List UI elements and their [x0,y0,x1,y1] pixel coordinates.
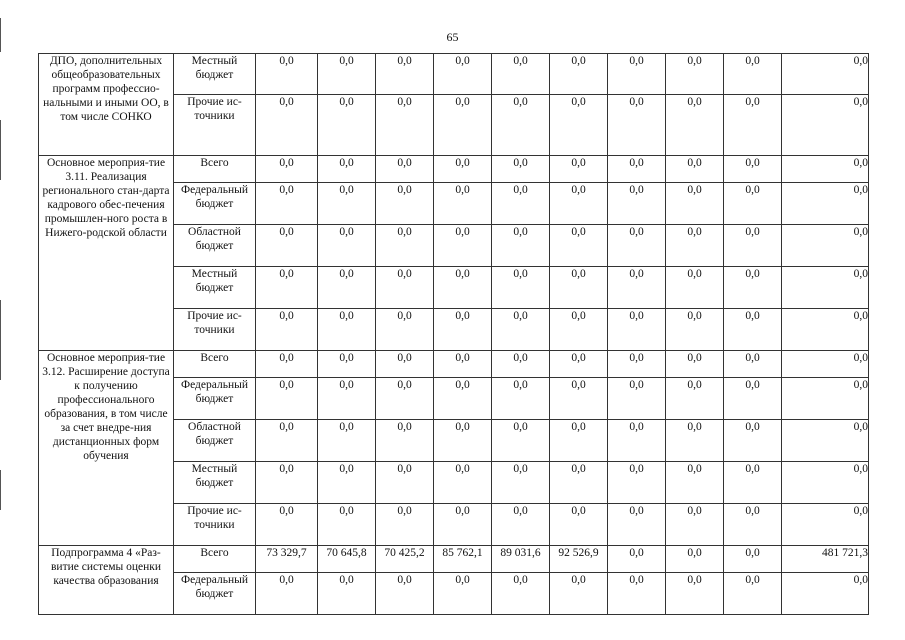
total-value-cell: 0,0 [782,309,869,351]
value-cell: 0,0 [608,267,666,309]
value-cell: 0,0 [550,378,608,420]
value-cell: 0,0 [724,420,782,462]
value-cell: 0,0 [608,156,666,183]
table-row [39,351,869,378]
value-cell: 92 526,9 [550,546,608,573]
value-cell: 0,0 [434,351,492,378]
value-cell: 0,0 [376,267,434,309]
table-row [39,156,869,183]
value-cell: 0,0 [550,462,608,504]
scan-edge-mark [0,300,1,380]
funding-source: Прочие ис-точники [174,504,256,546]
value-cell: 0,0 [256,573,318,615]
value-cell: 0,0 [666,309,724,351]
value-cell: 0,0 [724,183,782,225]
value-cell: 0,0 [318,95,376,156]
value-cell: 0,0 [256,183,318,225]
value-cell: 0,0 [666,504,724,546]
value-cell: 0,0 [550,420,608,462]
table-row [39,546,869,573]
value-cell: 0,0 [434,378,492,420]
value-cell: 0,0 [666,54,724,95]
funding-source: Местный бюджет [174,54,256,95]
value-cell: 0,0 [550,54,608,95]
value-cell: 0,0 [256,54,318,95]
value-cell: 0,0 [256,420,318,462]
value-cell: 0,0 [318,309,376,351]
funding-source: Федеральный бюджет [174,183,256,225]
value-cell: 0,0 [492,573,550,615]
total-value-cell: 0,0 [782,462,869,504]
value-cell: 0,0 [724,351,782,378]
value-cell: 0,0 [724,504,782,546]
scan-edge-mark [0,470,1,510]
value-cell: 0,0 [724,95,782,156]
value-cell: 0,0 [434,225,492,267]
value-cell: 0,0 [376,54,434,95]
value-cell: 0,0 [550,225,608,267]
value-cell: 0,0 [318,351,376,378]
value-cell: 0,0 [318,225,376,267]
value-cell: 0,0 [376,156,434,183]
total-value-cell: 0,0 [782,504,869,546]
value-cell: 0,0 [724,225,782,267]
funding-source: Федеральный бюджет [174,378,256,420]
value-cell: 0,0 [550,183,608,225]
value-cell: 0,0 [550,267,608,309]
activity-description: Основное мероприя-тие 3.11. Реализация регионального стан-дарта кадрового обес-печения промышлен-ного роста в Нижего-родской области [39,156,174,351]
value-cell: 0,0 [608,504,666,546]
value-cell: 0,0 [318,504,376,546]
value-cell: 0,0 [434,462,492,504]
value-cell: 0,0 [256,267,318,309]
value-cell: 0,0 [376,378,434,420]
value-cell: 0,0 [666,225,724,267]
value-cell: 0,0 [318,420,376,462]
value-cell: 0,0 [666,420,724,462]
value-cell: 0,0 [666,378,724,420]
funding-source: Федеральный бюджет [174,573,256,615]
value-cell: 0,0 [492,54,550,95]
value-cell: 0,0 [434,54,492,95]
value-cell: 0,0 [666,156,724,183]
value-cell: 0,0 [608,573,666,615]
value-cell: 0,0 [608,378,666,420]
value-cell: 0,0 [318,573,376,615]
value-cell: 0,0 [318,267,376,309]
value-cell: 70 645,8 [318,546,376,573]
value-cell: 0,0 [724,573,782,615]
value-cell: 0,0 [724,267,782,309]
value-cell: 0,0 [666,573,724,615]
value-cell: 0,0 [666,183,724,225]
value-cell: 0,0 [492,225,550,267]
value-cell: 0,0 [376,351,434,378]
total-value-cell: 0,0 [782,378,869,420]
total-value-cell: 0,0 [782,420,869,462]
funding-source: Местный бюджет [174,267,256,309]
value-cell: 0,0 [608,225,666,267]
value-cell: 0,0 [376,95,434,156]
value-cell: 0,0 [608,351,666,378]
page-number: 65 [446,30,459,44]
total-value-cell: 0,0 [782,183,869,225]
value-cell: 0,0 [724,462,782,504]
value-cell: 0,0 [434,156,492,183]
total-value-cell: 0,0 [782,95,869,156]
value-cell: 0,0 [550,95,608,156]
value-cell: 0,0 [666,351,724,378]
value-cell: 0,0 [492,420,550,462]
value-cell: 0,0 [256,95,318,156]
total-value-cell: 0,0 [782,156,869,183]
funding-source: Прочие ис-точники [174,95,256,156]
value-cell: 0,0 [318,462,376,504]
value-cell: 0,0 [376,183,434,225]
total-value-cell: 0,0 [782,351,869,378]
funding-source: Областной бюджет [174,225,256,267]
value-cell: 0,0 [492,267,550,309]
table-body [39,54,869,615]
value-cell: 0,0 [666,267,724,309]
value-cell: 0,0 [550,156,608,183]
funding-source: Всего [174,156,256,183]
total-value-cell: 0,0 [782,54,869,95]
value-cell: 0,0 [608,95,666,156]
value-cell: 0,0 [492,95,550,156]
value-cell: 0,0 [492,351,550,378]
total-value-cell: 0,0 [782,573,869,615]
value-cell: 0,0 [492,378,550,420]
value-cell: 0,0 [256,156,318,183]
value-cell: 0,0 [256,225,318,267]
activity-description: Подпрограмма 4 «Раз-витие системы оценки качества образования [39,546,174,615]
funding-source: Всего [174,546,256,573]
scan-edge-mark [0,120,1,180]
value-cell: 0,0 [550,309,608,351]
value-cell: 0,0 [376,420,434,462]
budget-table [38,53,869,615]
value-cell: 0,0 [550,351,608,378]
funding-source: Областной бюджет [174,420,256,462]
value-cell: 0,0 [434,267,492,309]
funding-source: Всего [174,351,256,378]
value-cell: 0,0 [608,420,666,462]
value-cell: 0,0 [318,183,376,225]
value-cell: 0,0 [724,546,782,573]
value-cell: 0,0 [434,309,492,351]
value-cell: 0,0 [434,573,492,615]
value-cell: 0,0 [724,378,782,420]
activity-description: Основное мероприя-тие 3.12. Расширение доступа к получению профессионального образования, в том числе за счет внедре-ния дистанционных форм обучения [39,351,174,546]
total-value-cell: 0,0 [782,267,869,309]
value-cell: 0,0 [666,546,724,573]
value-cell: 85 762,1 [434,546,492,573]
value-cell: 0,0 [434,95,492,156]
value-cell: 0,0 [434,420,492,462]
value-cell: 0,0 [608,462,666,504]
value-cell: 0,0 [492,309,550,351]
value-cell: 0,0 [434,504,492,546]
value-cell: 0,0 [666,95,724,156]
value-cell: 0,0 [376,504,434,546]
value-cell: 0,0 [608,309,666,351]
value-cell: 0,0 [434,183,492,225]
value-cell: 70 425,2 [376,546,434,573]
table-row [39,54,869,95]
value-cell: 0,0 [256,309,318,351]
value-cell: 0,0 [492,462,550,504]
value-cell: 0,0 [608,546,666,573]
value-cell: 0,0 [724,54,782,95]
value-cell: 0,0 [550,573,608,615]
value-cell: 0,0 [376,462,434,504]
value-cell: 89 031,6 [492,546,550,573]
value-cell: 0,0 [492,156,550,183]
scan-edge-mark [0,18,1,52]
value-cell: 0,0 [256,504,318,546]
funding-source: Прочие ис-точники [174,309,256,351]
value-cell: 0,0 [256,462,318,504]
value-cell: 0,0 [318,378,376,420]
funding-source: Местный бюджет [174,462,256,504]
value-cell: 0,0 [724,156,782,183]
value-cell: 0,0 [318,156,376,183]
value-cell: 0,0 [666,462,724,504]
value-cell: 0,0 [724,309,782,351]
value-cell: 0,0 [256,351,318,378]
total-value-cell: 0,0 [782,225,869,267]
value-cell: 0,0 [376,309,434,351]
value-cell: 0,0 [492,183,550,225]
activity-description: ДПО, дополнительных общеобразовательных программ профессио-нальными и иными ОО, в том числе СОНКО [39,54,174,156]
value-cell: 0,0 [376,573,434,615]
value-cell: 0,0 [256,378,318,420]
value-cell: 0,0 [318,54,376,95]
value-cell: 0,0 [608,54,666,95]
value-cell: 0,0 [608,183,666,225]
value-cell: 0,0 [376,225,434,267]
total-value-cell: 481 721,3 [782,546,869,573]
value-cell: 73 329,7 [256,546,318,573]
value-cell: 0,0 [492,504,550,546]
value-cell: 0,0 [550,504,608,546]
